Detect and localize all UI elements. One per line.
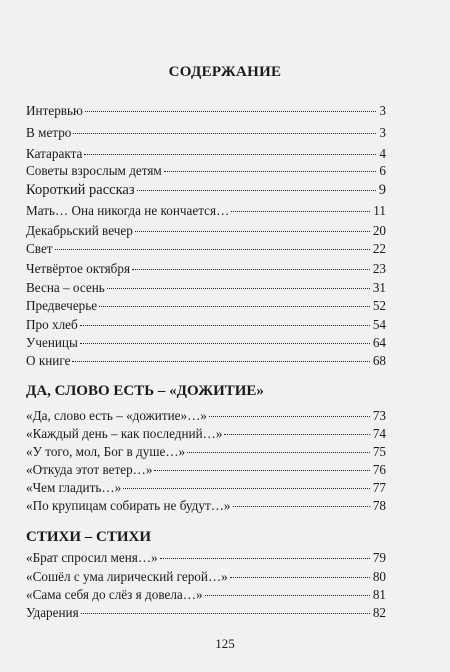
leader-dots: [81, 613, 370, 614]
toc-entry: [26, 408, 386, 424]
leader-dots: [233, 506, 370, 507]
toc-entry: [26, 261, 386, 277]
leader-dots: [160, 558, 370, 559]
toc-entry-title: «Откуда этот ветер…»: [26, 462, 153, 477]
leader-dots: [132, 269, 370, 270]
toc-entry: [26, 103, 386, 119]
toc-entry-page: 64: [372, 335, 386, 350]
toc-entry-page: 22: [372, 241, 386, 256]
toc-entry-title: Четвёртое октября: [26, 261, 131, 276]
toc-entry-page: 4: [379, 146, 386, 161]
leader-dots: [84, 154, 376, 155]
leader-dots: [164, 171, 377, 172]
toc-entry-page: 52: [372, 298, 386, 313]
toc-entry-title: Ученицы: [26, 335, 78, 350]
toc-entry-page: 68: [372, 353, 386, 368]
leader-dots: [55, 249, 370, 250]
toc-heading: СОДЕРЖАНИЕ: [168, 64, 282, 80]
toc-entry-page: 3: [379, 125, 386, 140]
toc-entry-title: Свет: [26, 241, 53, 256]
toc-entry: [26, 280, 386, 296]
toc-entry-title: Интервью: [26, 103, 83, 118]
toc-entry: [26, 317, 386, 333]
leader-dots: [72, 361, 369, 362]
toc-entry: [26, 353, 386, 369]
toc-entry-title: В метро: [26, 125, 72, 140]
toc-entry-page: 31: [372, 280, 386, 295]
leader-dots: [231, 211, 370, 212]
leader-dots: [99, 306, 370, 307]
toc-entry: [26, 163, 386, 179]
toc-entry: [26, 223, 386, 239]
toc-entry-title: «Да, слово есть – «дожитие»…»: [26, 408, 207, 423]
toc-entry: [26, 569, 386, 585]
toc-entry-page: 23: [372, 261, 386, 276]
toc-entry-page: 3: [379, 103, 386, 118]
toc-entry-title: «У того, мол, Бог в душе…»: [26, 444, 186, 459]
toc-entry-title: Весна – осень: [26, 280, 105, 295]
toc-entry: [26, 498, 386, 514]
toc-entry-title: Декабрьский вечер: [26, 223, 133, 238]
leader-dots: [123, 488, 370, 489]
toc-entry: [26, 125, 386, 141]
toc-entry: [26, 444, 386, 460]
leader-dots: [135, 231, 370, 232]
toc-entry-page: 75: [372, 444, 386, 459]
toc-entry-title: Советы взрослым детям: [26, 163, 162, 178]
toc-entry-page: 74: [372, 426, 386, 441]
toc-entry-page: 6: [379, 163, 386, 178]
toc-entry-page: 76: [372, 462, 386, 477]
toc-entry: [26, 605, 386, 621]
page-number: 125: [215, 636, 235, 651]
toc-entry: [26, 550, 386, 566]
leader-dots: [85, 111, 377, 112]
leader-dots: [107, 288, 370, 289]
toc-entry: [26, 480, 386, 496]
section-title: ДА, СЛОВО ЕСТЬ – «ДОЖИТИЕ»: [26, 383, 264, 399]
toc-entry: [26, 335, 386, 351]
toc-entry-title: Ударения: [26, 605, 79, 620]
toc-entry-title: О книге: [26, 353, 71, 368]
leader-dots: [80, 343, 370, 344]
toc-entry-page: 82: [372, 605, 386, 620]
toc-entry-title: «Каждый день – как последний…»: [26, 426, 223, 441]
toc-entry-page: 77: [372, 480, 386, 495]
toc-entry-title: «Чем гладить…»: [26, 480, 122, 495]
toc-entry-page: 20: [372, 223, 386, 238]
toc-entry-page: 11: [373, 203, 386, 218]
leader-dots: [154, 470, 369, 471]
toc-entry-page: 73: [372, 408, 386, 423]
toc-entry-title: Про хлеб: [26, 317, 78, 332]
toc-entry-title: Предвечерье: [26, 298, 98, 313]
leader-dots: [73, 133, 376, 134]
section-title: СТИХИ – СТИХИ: [26, 529, 152, 545]
toc-entry-title: Короткий рассказ: [26, 182, 135, 198]
leader-dots: [80, 325, 370, 326]
toc-entry-title: Катаракта: [26, 146, 83, 161]
toc-entry-page: 9: [378, 182, 386, 198]
toc-entry-title: «Брат спросил меня…»: [26, 550, 158, 565]
toc-entry: [26, 146, 386, 162]
toc-entry-page: 80: [372, 569, 386, 584]
toc-entry-page: 79: [372, 550, 386, 565]
leader-dots: [187, 452, 370, 453]
toc-entry-title: «По крупицам собирать не будут…»: [26, 498, 231, 513]
leader-dots: [137, 190, 376, 191]
toc-entry-page: 54: [372, 317, 386, 332]
toc-entry-page: 78: [372, 498, 386, 513]
toc-entry: [26, 587, 386, 603]
leader-dots: [230, 577, 370, 578]
leader-dots: [205, 595, 370, 596]
toc-entry: [26, 182, 386, 198]
leader-dots: [209, 416, 370, 417]
toc-entry-page: 81: [372, 587, 386, 602]
leader-dots: [224, 434, 369, 435]
toc-entry-title: «Сошёл с ума лирический герой…»: [26, 569, 228, 584]
toc-entry-title: «Сама себя до слёз я довела…»: [26, 587, 203, 602]
toc-entry-title: Мать… Она никогда не кончается…: [26, 203, 230, 218]
toc-entry: [26, 426, 386, 442]
toc-entry: [26, 241, 386, 257]
toc-entry: [26, 203, 386, 219]
toc-entry: [26, 298, 386, 314]
toc-entry: [26, 462, 386, 478]
